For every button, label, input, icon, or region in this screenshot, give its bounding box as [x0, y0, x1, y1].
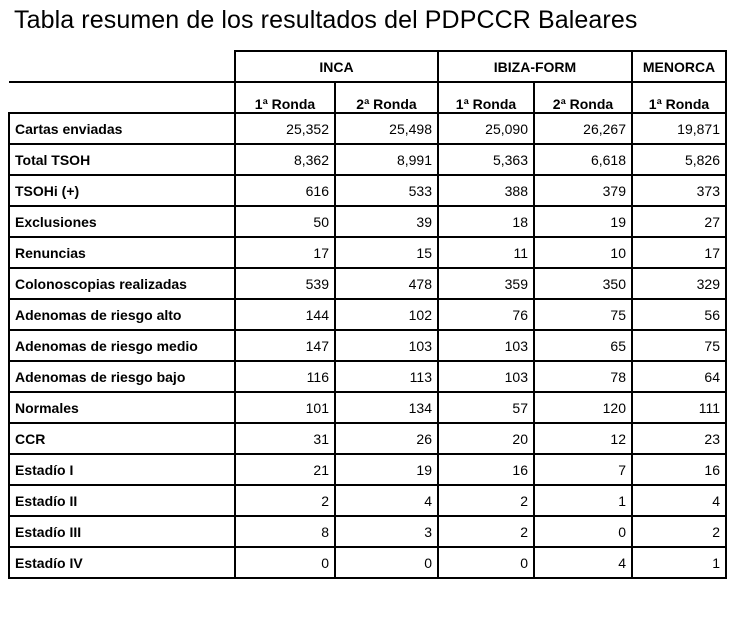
row-label: Colonoscopias realizadas: [9, 268, 235, 299]
table-row: [9, 516, 726, 547]
table-cell: 102: [335, 299, 438, 330]
table-cell: 478: [335, 268, 438, 299]
table-row: [9, 175, 726, 206]
table-cell: 4: [335, 485, 438, 516]
table-row: [9, 485, 726, 516]
table-cell: 20: [438, 423, 534, 454]
table-cell: 0: [235, 547, 335, 578]
table-cell: 2: [438, 485, 534, 516]
table-cell: 16: [632, 454, 726, 485]
table-row: [9, 330, 726, 361]
table-cell: 103: [438, 330, 534, 361]
table-cell: 57: [438, 392, 534, 423]
table-cell: 75: [632, 330, 726, 361]
table-row: [9, 423, 726, 454]
table-cell: 17: [235, 237, 335, 268]
table-cell: 25,498: [335, 113, 438, 144]
row-label: Adenomas de riesgo alto: [9, 299, 235, 330]
row-label: Estadío IV: [9, 547, 235, 578]
table-cell: 76: [438, 299, 534, 330]
table-cell: 379: [534, 175, 632, 206]
row-label: Adenomas de riesgo bajo: [9, 361, 235, 392]
round-header: 2ª Ronda: [534, 82, 632, 113]
round-header: 1ª Ronda: [438, 82, 534, 113]
table-cell: 15: [335, 237, 438, 268]
table-row: [9, 454, 726, 485]
table-cell: 4: [632, 485, 726, 516]
table-cell: 2: [235, 485, 335, 516]
table-cell: 0: [534, 516, 632, 547]
table-cell: 134: [335, 392, 438, 423]
table-cell: 23: [632, 423, 726, 454]
table-cell: 18: [438, 206, 534, 237]
round-header-row: [9, 82, 726, 113]
group-header-menorca: MENORCA: [632, 51, 726, 82]
table-cell: 1: [534, 485, 632, 516]
table-row: [9, 206, 726, 237]
table-cell: 350: [534, 268, 632, 299]
table-cell: 111: [632, 392, 726, 423]
table-cell: 64: [632, 361, 726, 392]
table-row: [9, 361, 726, 392]
table-cell: 25,090: [438, 113, 534, 144]
table-cell: 21: [235, 454, 335, 485]
table-row: [9, 392, 726, 423]
table-cell: 103: [335, 330, 438, 361]
table-body: [9, 113, 726, 578]
table-row: [9, 268, 726, 299]
results-table: [8, 50, 727, 579]
table-row: [9, 299, 726, 330]
table-cell: 27: [632, 206, 726, 237]
row-label: Cartas enviadas: [9, 113, 235, 144]
table-cell: 5,363: [438, 144, 534, 175]
table-cell: 616: [235, 175, 335, 206]
row-label: TSOHi (+): [9, 175, 235, 206]
table-row: [9, 113, 726, 144]
group-header-ibiza-form: IBIZA-FORM: [438, 51, 632, 82]
table-cell: 388: [438, 175, 534, 206]
table-cell: 0: [438, 547, 534, 578]
table-cell: 539: [235, 268, 335, 299]
table-row: [9, 547, 726, 578]
table-cell: 8: [235, 516, 335, 547]
table-cell: 8,362: [235, 144, 335, 175]
table-cell: 26,267: [534, 113, 632, 144]
group-header-inca: INCA: [235, 51, 438, 82]
group-header-row: [9, 51, 726, 82]
table-cell: 533: [335, 175, 438, 206]
corner-cell: [9, 82, 235, 113]
corner-cell: [9, 51, 235, 82]
table-cell: 329: [632, 268, 726, 299]
table-cell: 2: [632, 516, 726, 547]
round-header: 1ª Ronda: [632, 82, 726, 113]
table-cell: 8,991: [335, 144, 438, 175]
table-cell: 50: [235, 206, 335, 237]
table-cell: 113: [335, 361, 438, 392]
table-cell: 1: [632, 547, 726, 578]
table-cell: 359: [438, 268, 534, 299]
table-cell: 2: [438, 516, 534, 547]
row-label: Estadío III: [9, 516, 235, 547]
table-cell: 56: [632, 299, 726, 330]
table-cell: 10: [534, 237, 632, 268]
row-label: Normales: [9, 392, 235, 423]
table-cell: 7: [534, 454, 632, 485]
table-cell: 78: [534, 361, 632, 392]
table-cell: 4: [534, 547, 632, 578]
row-label: CCR: [9, 423, 235, 454]
table-cell: 65: [534, 330, 632, 361]
table-row: [9, 237, 726, 268]
table-cell: 144: [235, 299, 335, 330]
table-cell: 12: [534, 423, 632, 454]
table-cell: 26: [335, 423, 438, 454]
table-cell: 5,826: [632, 144, 726, 175]
table-cell: 101: [235, 392, 335, 423]
table-cell: 11: [438, 237, 534, 268]
table-cell: 3: [335, 516, 438, 547]
row-label: Total TSOH: [9, 144, 235, 175]
table-cell: 19: [534, 206, 632, 237]
table-cell: 31: [235, 423, 335, 454]
round-header: 2ª Ronda: [335, 82, 438, 113]
table-cell: 147: [235, 330, 335, 361]
table-row: [9, 144, 726, 175]
round-header: 1ª Ronda: [235, 82, 335, 113]
table-cell: 19,871: [632, 113, 726, 144]
row-label: Estadío I: [9, 454, 235, 485]
table-cell: 19: [335, 454, 438, 485]
table-cell: 103: [438, 361, 534, 392]
page-title: Tabla resumen de los resultados del PDPCCR Baleares: [14, 6, 638, 34]
table-cell: 120: [534, 392, 632, 423]
row-label: Exclusiones: [9, 206, 235, 237]
table-cell: 116: [235, 361, 335, 392]
table-cell: 39: [335, 206, 438, 237]
table-cell: 0: [335, 547, 438, 578]
row-label: Adenomas de riesgo medio: [9, 330, 235, 361]
table-cell: 17: [632, 237, 726, 268]
table-cell: 373: [632, 175, 726, 206]
row-label: Renuncias: [9, 237, 235, 268]
row-label: Estadío II: [9, 485, 235, 516]
table-cell: 6,618: [534, 144, 632, 175]
table-cell: 16: [438, 454, 534, 485]
table-cell: 25,352: [235, 113, 335, 144]
table-cell: 75: [534, 299, 632, 330]
